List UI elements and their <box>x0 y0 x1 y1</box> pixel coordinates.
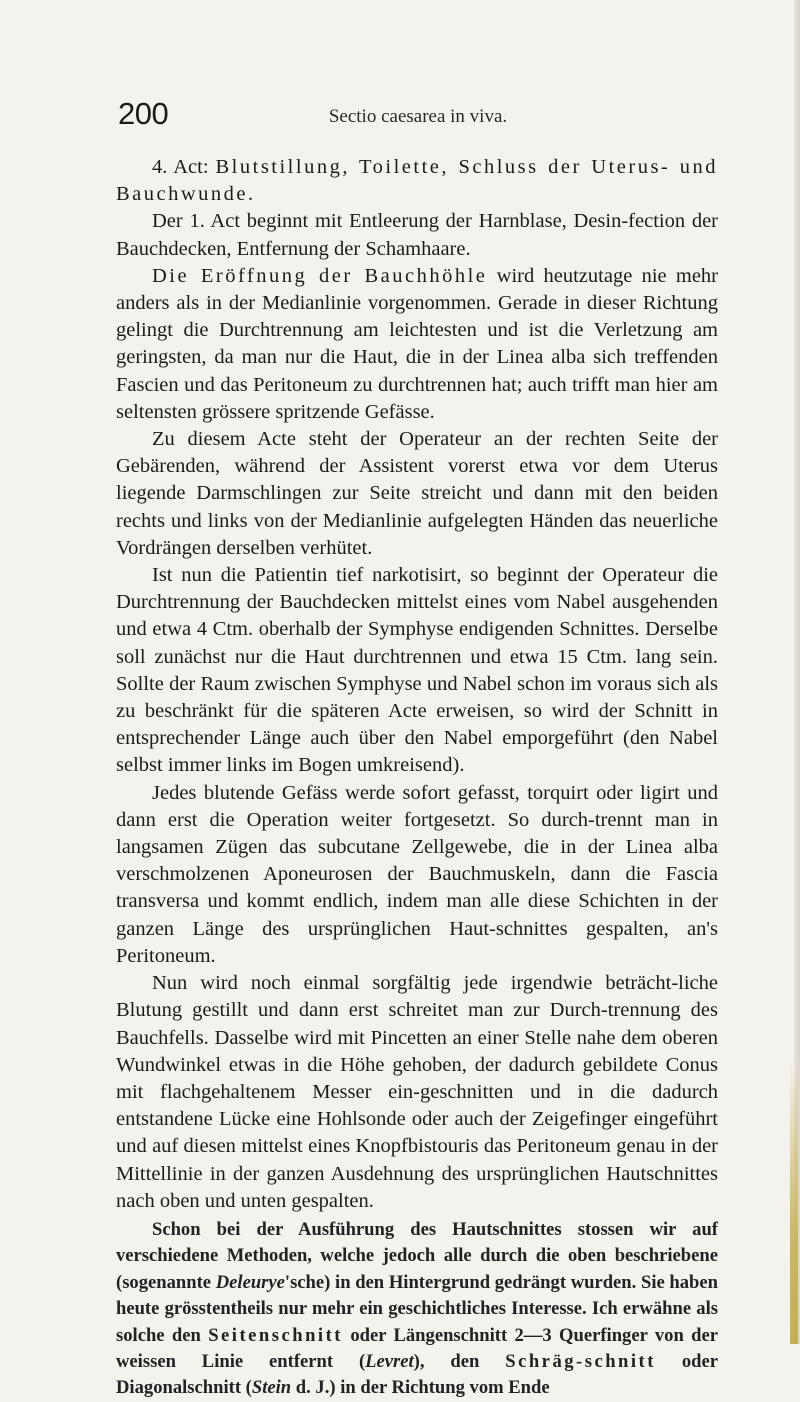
heading-prefix: 4. Act: <box>152 156 216 178</box>
text-run: d. J.) in der Richtung vom Ende <box>291 1377 550 1399</box>
heading-title: Blutstillung, Toilette, Schluss der Uterus- und Bauchwunde. <box>116 156 718 206</box>
page-edge-stain <box>790 1060 798 1344</box>
small-print-block <box>116 1217 718 1402</box>
emphasis-spaced: Schräg-schnitt <box>505 1350 656 1372</box>
emphasis-spaced: Die Eröffnung der Bauchhöhle <box>152 264 488 287</box>
paragraph: Jedes blutende Gefäss werde sofort gefasst, torquirt oder ligirt und dann erst die Operation weiter fortgesetzt. So durch-trennt man in langsamen Zügen das subcutane Zellgewebe, die in der Linea alba verschmolzenen Aponeurosen der Bauchmuskeln, dann die Fascia transversa und kommt endlich, indem man alle diese Schichten in der ganzen Länge des ursprünglichen Haut-schnittes gespalten, an's Peritoneum. <box>116 781 718 967</box>
paragraph: Ist nun die Patientin tief narkotisirt, so beginnt der Operateur die Durchtrennung der Bauchdecken mittelst eines vom Nabel ausgehenden und etwa 4 Ctm. oberhalb der Symphyse endigenden Schnittes. Derselbe soll zunächst nur die Haut durchtrennen und etwa 15 Ctm. lang sein. Sollte der Raum zwischen Symphyse und Nabel schon im voraus sich als zu beschränkt für die späteren Acte erweisen, so wird der Schnitt in entsprechender Länge auch über den Nabel emporgeführt (den Nabel selbst immer links im Bogen umkreisend). <box>116 564 718 777</box>
paragraph: Nun wird noch einmal sorgfältig jede irgendwie beträcht-liche Blutung gestillt und dann erst schreitet man zur Durch-trennung des Bauchfells. Dasselbe wird mit Pincetten an einer Stelle nahe dem oberen Wundwinkel etwas in die Höhe gehoben, der dadurch gebildete Conus mit flachgehaltenem Messer ein-geschnitten und in die dadurch entstandene Lücke eine Hohlsonde oder auch der Zeigefinger eingeführt und auf diesen mittelst eines Knopfbistouris das Peritoneum genau in der Mittellinie in der ganzen Ausdehnung des ursprünglichen Hautschnittes nach oben und unten gespalten. <box>116 972 718 1212</box>
text-run: ), den <box>413 1350 506 1372</box>
running-head <box>118 96 718 136</box>
paragraph-text: wird heutzutage nie mehr anders als in der Medianlinie vorgenommen. Gerade in dieser Richtung gelingt die Durchtrennung am leichtesten und ist die Verletzung am geringsten, da man nur die Haut, die in der Linea alba sich treffenden Fascien und das Peritoneum zu durchtrennen hat; auch trifft man hier am seltensten grössere spritzende Gefässe. <box>116 264 718 423</box>
emphasis-spaced: Seitenschnitt <box>208 1324 343 1346</box>
author-name: Stein <box>251 1377 292 1399</box>
running-title: Sectio caesarea in viva. <box>328 106 508 127</box>
page-number: 200 <box>118 96 169 131</box>
author-name: Levret <box>365 1350 414 1372</box>
paragraph-small <box>116 1217 718 1402</box>
section-heading <box>116 154 718 208</box>
text-run: 'sche) in den Hintergrund gedrängt wurden. Sie haben heute grösstentheils nur mehr ein geschichtliches Interesse. Ich erwähne als solche den <box>116 1271 718 1346</box>
text-run: oder Längenschnitt 2—3 Querfinger von der weissen Linie entfernt ( <box>116 1324 719 1372</box>
text-run: Schon bei der Ausführung des Hautschnittes stossen wir auf verschiedene Methoden, welche jedoch alle durch die oben beschriebene (sogenannte <box>116 1218 718 1293</box>
paragraph <box>116 263 718 426</box>
author-name: Deleurye <box>215 1271 285 1293</box>
text-run: oder Diagonalschnitt ( <box>116 1350 718 1399</box>
body-text <box>116 154 718 1402</box>
paragraph: Der 1. Act beginnt mit Entleerung der Harnblase, Desin-fection der Bauchdecken, Entfernung der Schamhaare. <box>116 210 718 260</box>
paragraph: Zu diesem Acte steht der Operateur an der rechten Seite der Gebärenden, während der Assistent vorerst etwa vor dem Uterus liegende Darmschlingen zur Seite streicht und dann mit den beiden rechts und links von der Medianlinie aufgelegten Händen das neuerliche Vordrängen derselben verhütet. <box>116 428 718 559</box>
